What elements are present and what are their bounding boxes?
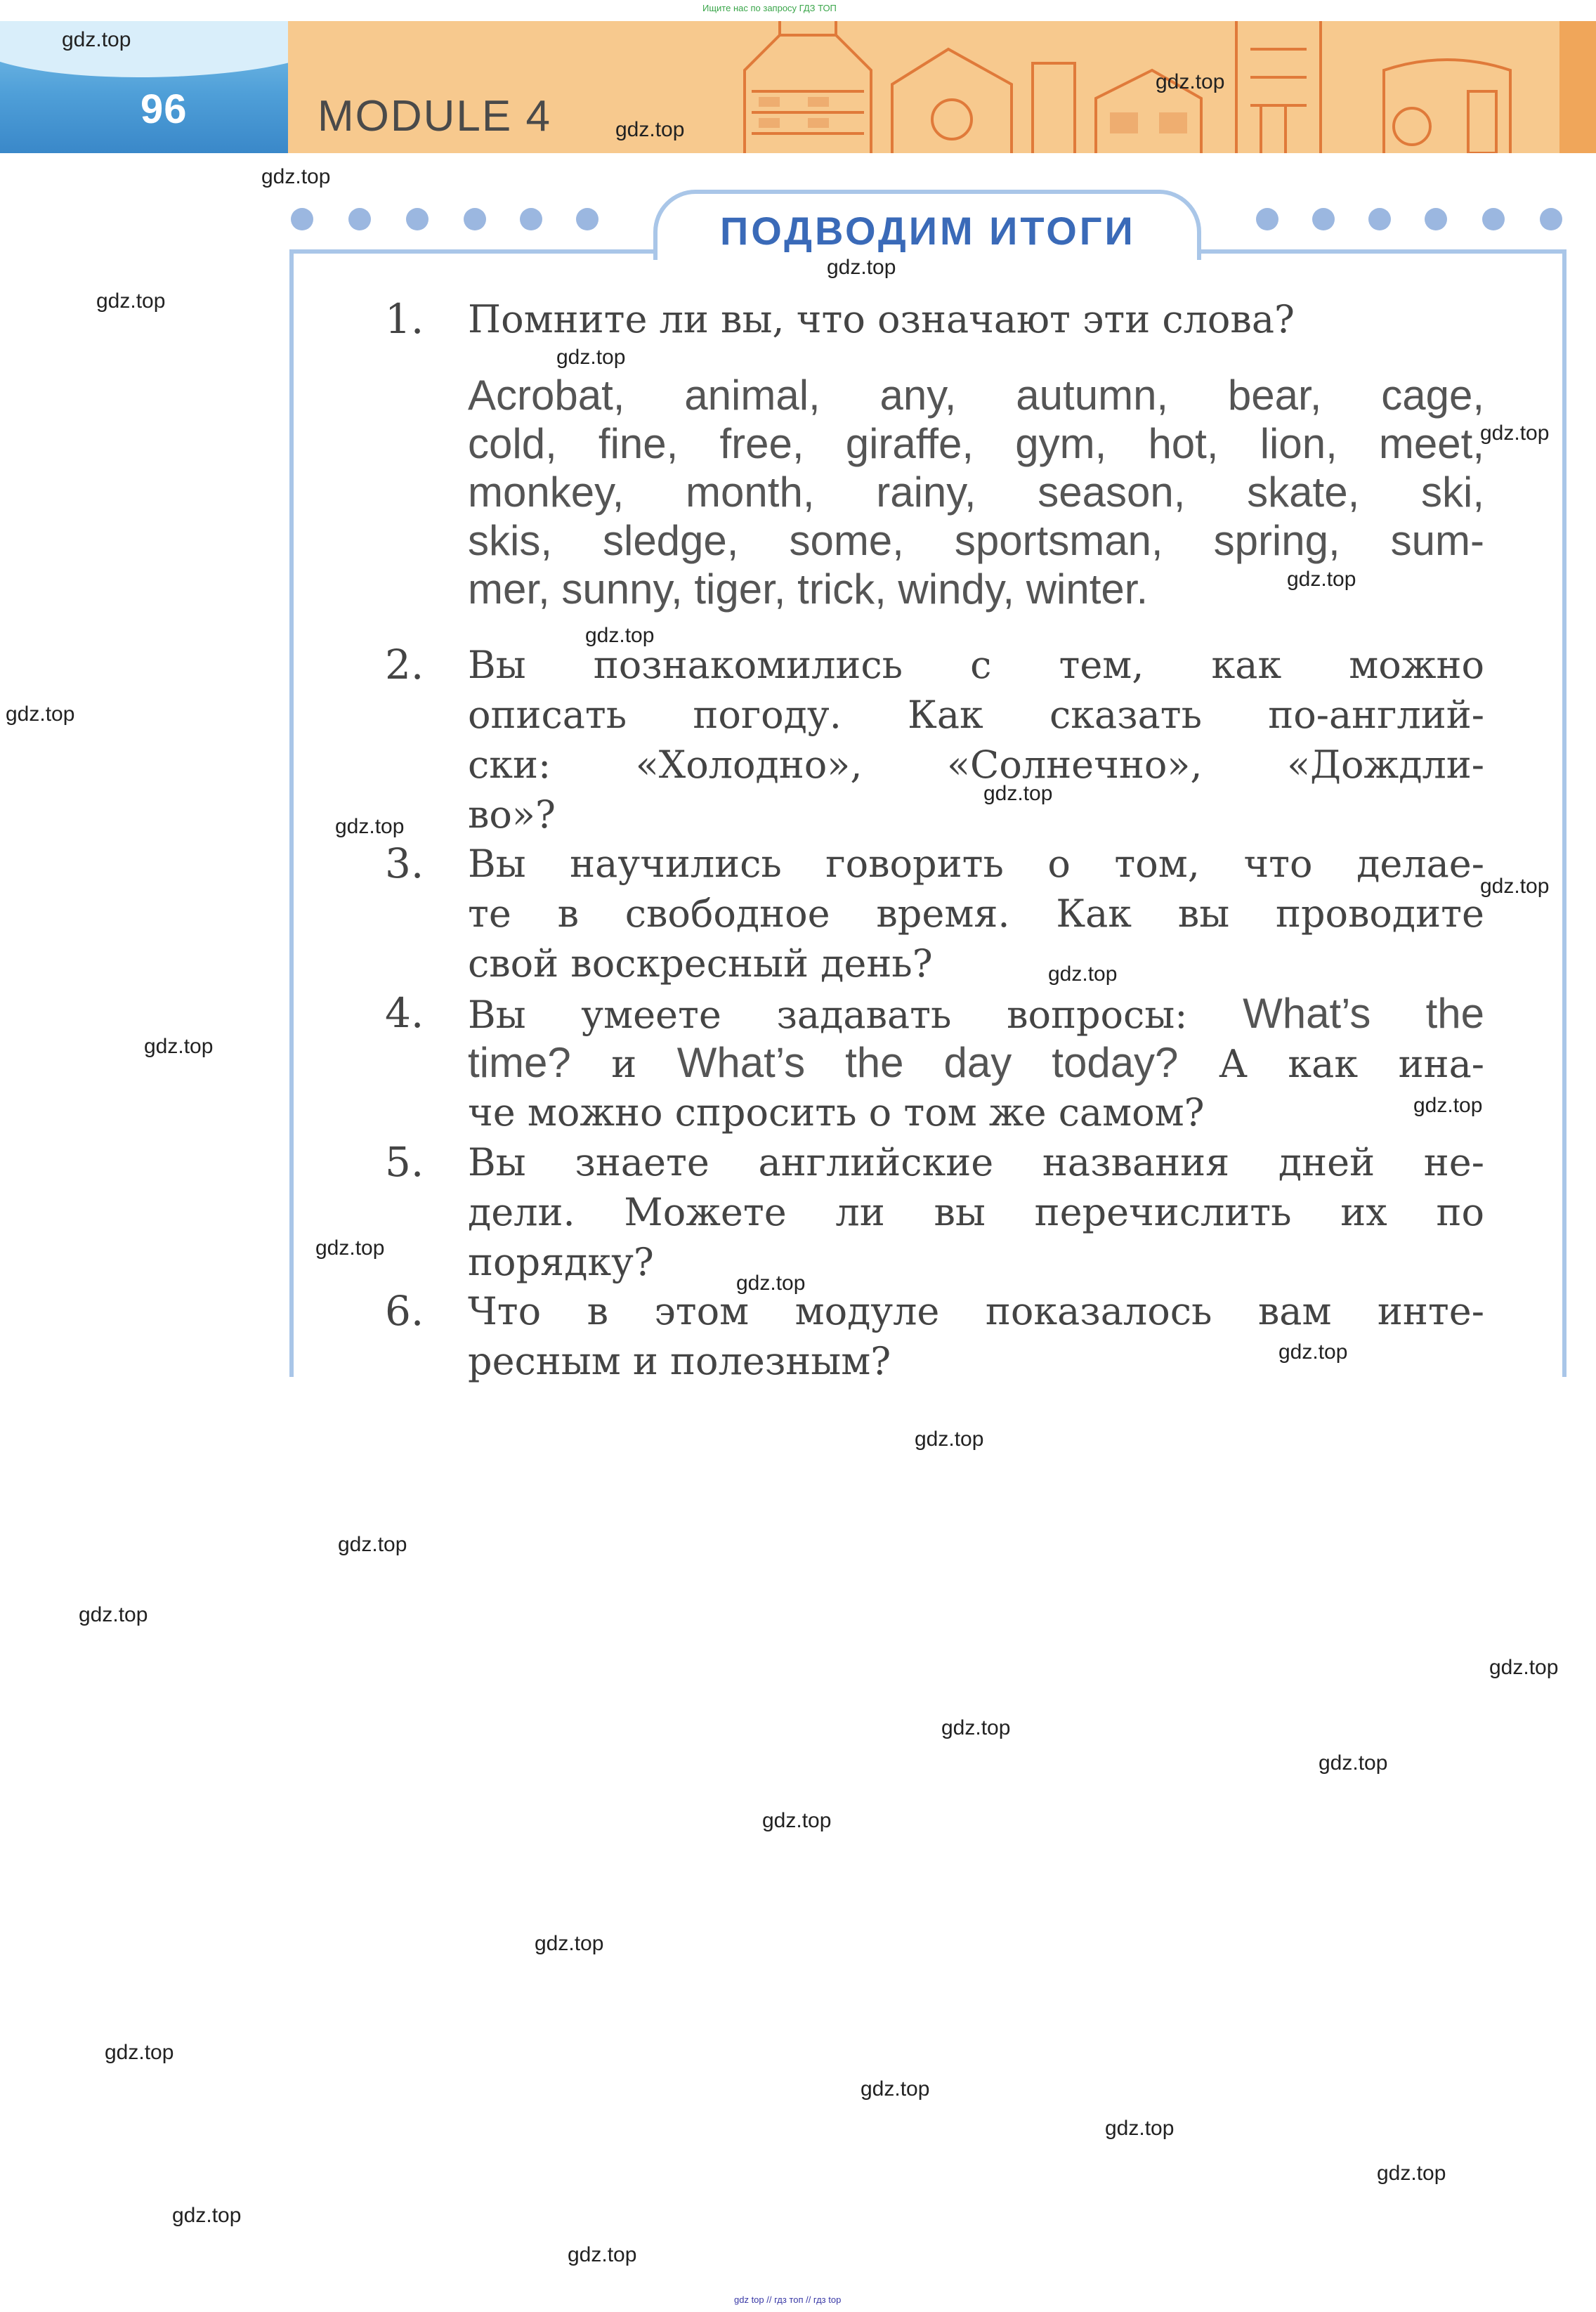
dot-decoration [291,208,313,230]
watermark: gdz.top [915,1428,984,1451]
watermark: gdz.top [1413,1094,1483,1117]
question-number: 4. [385,989,424,1037]
watermark: gdz.top [568,2243,637,2266]
english-phrase: What’s the day today? [676,1039,1179,1086]
watermark: gdz.top [1319,1751,1388,1775]
watermark: gdz.top [827,256,896,279]
dot-decoration [520,208,542,230]
watermark: gdz.top [535,1932,604,1955]
watermark: gdz.top [6,703,75,726]
watermark: gdz.top [79,1603,148,1626]
question-text: порядку? [468,1240,654,1284]
page-number: 96 [140,86,188,132]
watermark: gdz.top [585,624,655,647]
dot-decoration [1256,208,1278,230]
question-text: во»? [468,792,556,837]
question-text: Вы научились говорить о том, что делае- [468,842,1484,886]
question-text: те в свободное время. Как вы проводите [468,892,1484,936]
watermark: gdz.top [1480,875,1550,898]
watermark: gdz.top [615,118,685,141]
watermark: gdz.top [96,289,166,313]
watermark: gdz.top [861,2077,930,2101]
word-list-line: cold, fine, free, giraffe, gym, hot, lion, meet, [468,420,1484,467]
watermark: gdz.top [941,1716,1011,1739]
page-header [0,21,1596,153]
footer-note: gdz top // гдз топ // гдз top [734,2294,842,2305]
question-number: 3. [385,840,424,887]
question-text-part: и [611,1042,637,1086]
watermark: gdz.top [1278,1340,1348,1364]
question-text: дели. Можете ли вы перечислить их по [468,1190,1484,1234]
question-text-part: Вы умеете задавать вопросы: [468,993,1188,1037]
dot-decoration [1368,208,1391,230]
top-note: Ищите нас по запросу ГДЗ ТОП [702,3,837,13]
question-text [468,1038,1484,1089]
dot-decoration [348,208,371,230]
question-text: Вы знаете английские названия дней не- [468,1140,1484,1184]
question-number: 1. [385,295,424,343]
question-number: 6. [385,1287,424,1335]
watermark: gdz.top [62,28,131,51]
section-title: ПОДВОДИМ ИТОГИ [720,209,1136,253]
word-list-line: monkey, month, rainy, season, skate, ski, [468,469,1484,516]
word-list-line: skis, sledge, some, sportsman, spring, sum- [468,517,1484,564]
watermark: gdz.top [1105,2117,1175,2140]
question-text: ресным и полезным? [468,1339,891,1383]
watermark: gdz.top [983,782,1053,805]
word-list-line: Acrobat, animal, any, autumn, bear, cage, [468,372,1484,419]
watermark: gdz.top [1489,1656,1559,1679]
watermark: gdz.top [556,346,626,369]
question-text [468,989,1484,1040]
question-text: че можно спросить о том же самом? [468,1090,1205,1135]
dot-decoration [406,208,429,230]
watermark: gdz.top [315,1236,385,1260]
question-text-part: А как ина- [1218,1042,1485,1086]
question-text: Вы познакомились с тем, как можно [468,643,1484,687]
watermark: gdz.top [1287,568,1356,591]
watermark: gdz.top [1156,70,1225,93]
dot-decoration [1312,208,1335,230]
question-text: Что в этом модуле показалось вам инте- [468,1289,1484,1333]
watermark: gdz.top [335,815,405,838]
watermark: gdz.top [105,2041,174,2064]
english-phrase: time? [468,1039,571,1086]
watermark: gdz.top [736,1272,806,1295]
watermark: gdz.top [261,165,331,188]
watermark: gdz.top [1048,962,1118,986]
word-list-line: mer, sunny, tiger, trick, windy, winter. [468,566,1149,613]
dot-decoration [1540,208,1562,230]
question-text: Помните ли вы, что означают эти слова? [468,297,1295,341]
cloud-decoration [0,21,288,77]
english-phrase: What’s the [1243,990,1484,1037]
question-text: описать погоду. Как сказать по-англий- [468,693,1484,737]
module-title: MODULE 4 [318,92,551,141]
question-text: ски: «Холодно», «Солнечно», «Дождли- [468,743,1484,787]
watermark: gdz.top [338,1533,407,1556]
orange-edge [1559,21,1596,153]
question-number: 2. [385,641,424,688]
watermark: gdz.top [1480,422,1550,445]
watermark: gdz.top [172,2204,242,2227]
watermark: gdz.top [144,1035,214,1058]
dot-decoration [1482,208,1505,230]
question-text: свой воскресный день? [468,941,933,986]
dot-decoration [576,208,598,230]
watermark: gdz.top [762,1809,832,1832]
watermark: gdz.top [1377,2162,1446,2185]
dot-decoration [464,208,486,230]
question-number: 5. [385,1138,424,1186]
dot-decoration [1425,208,1447,230]
